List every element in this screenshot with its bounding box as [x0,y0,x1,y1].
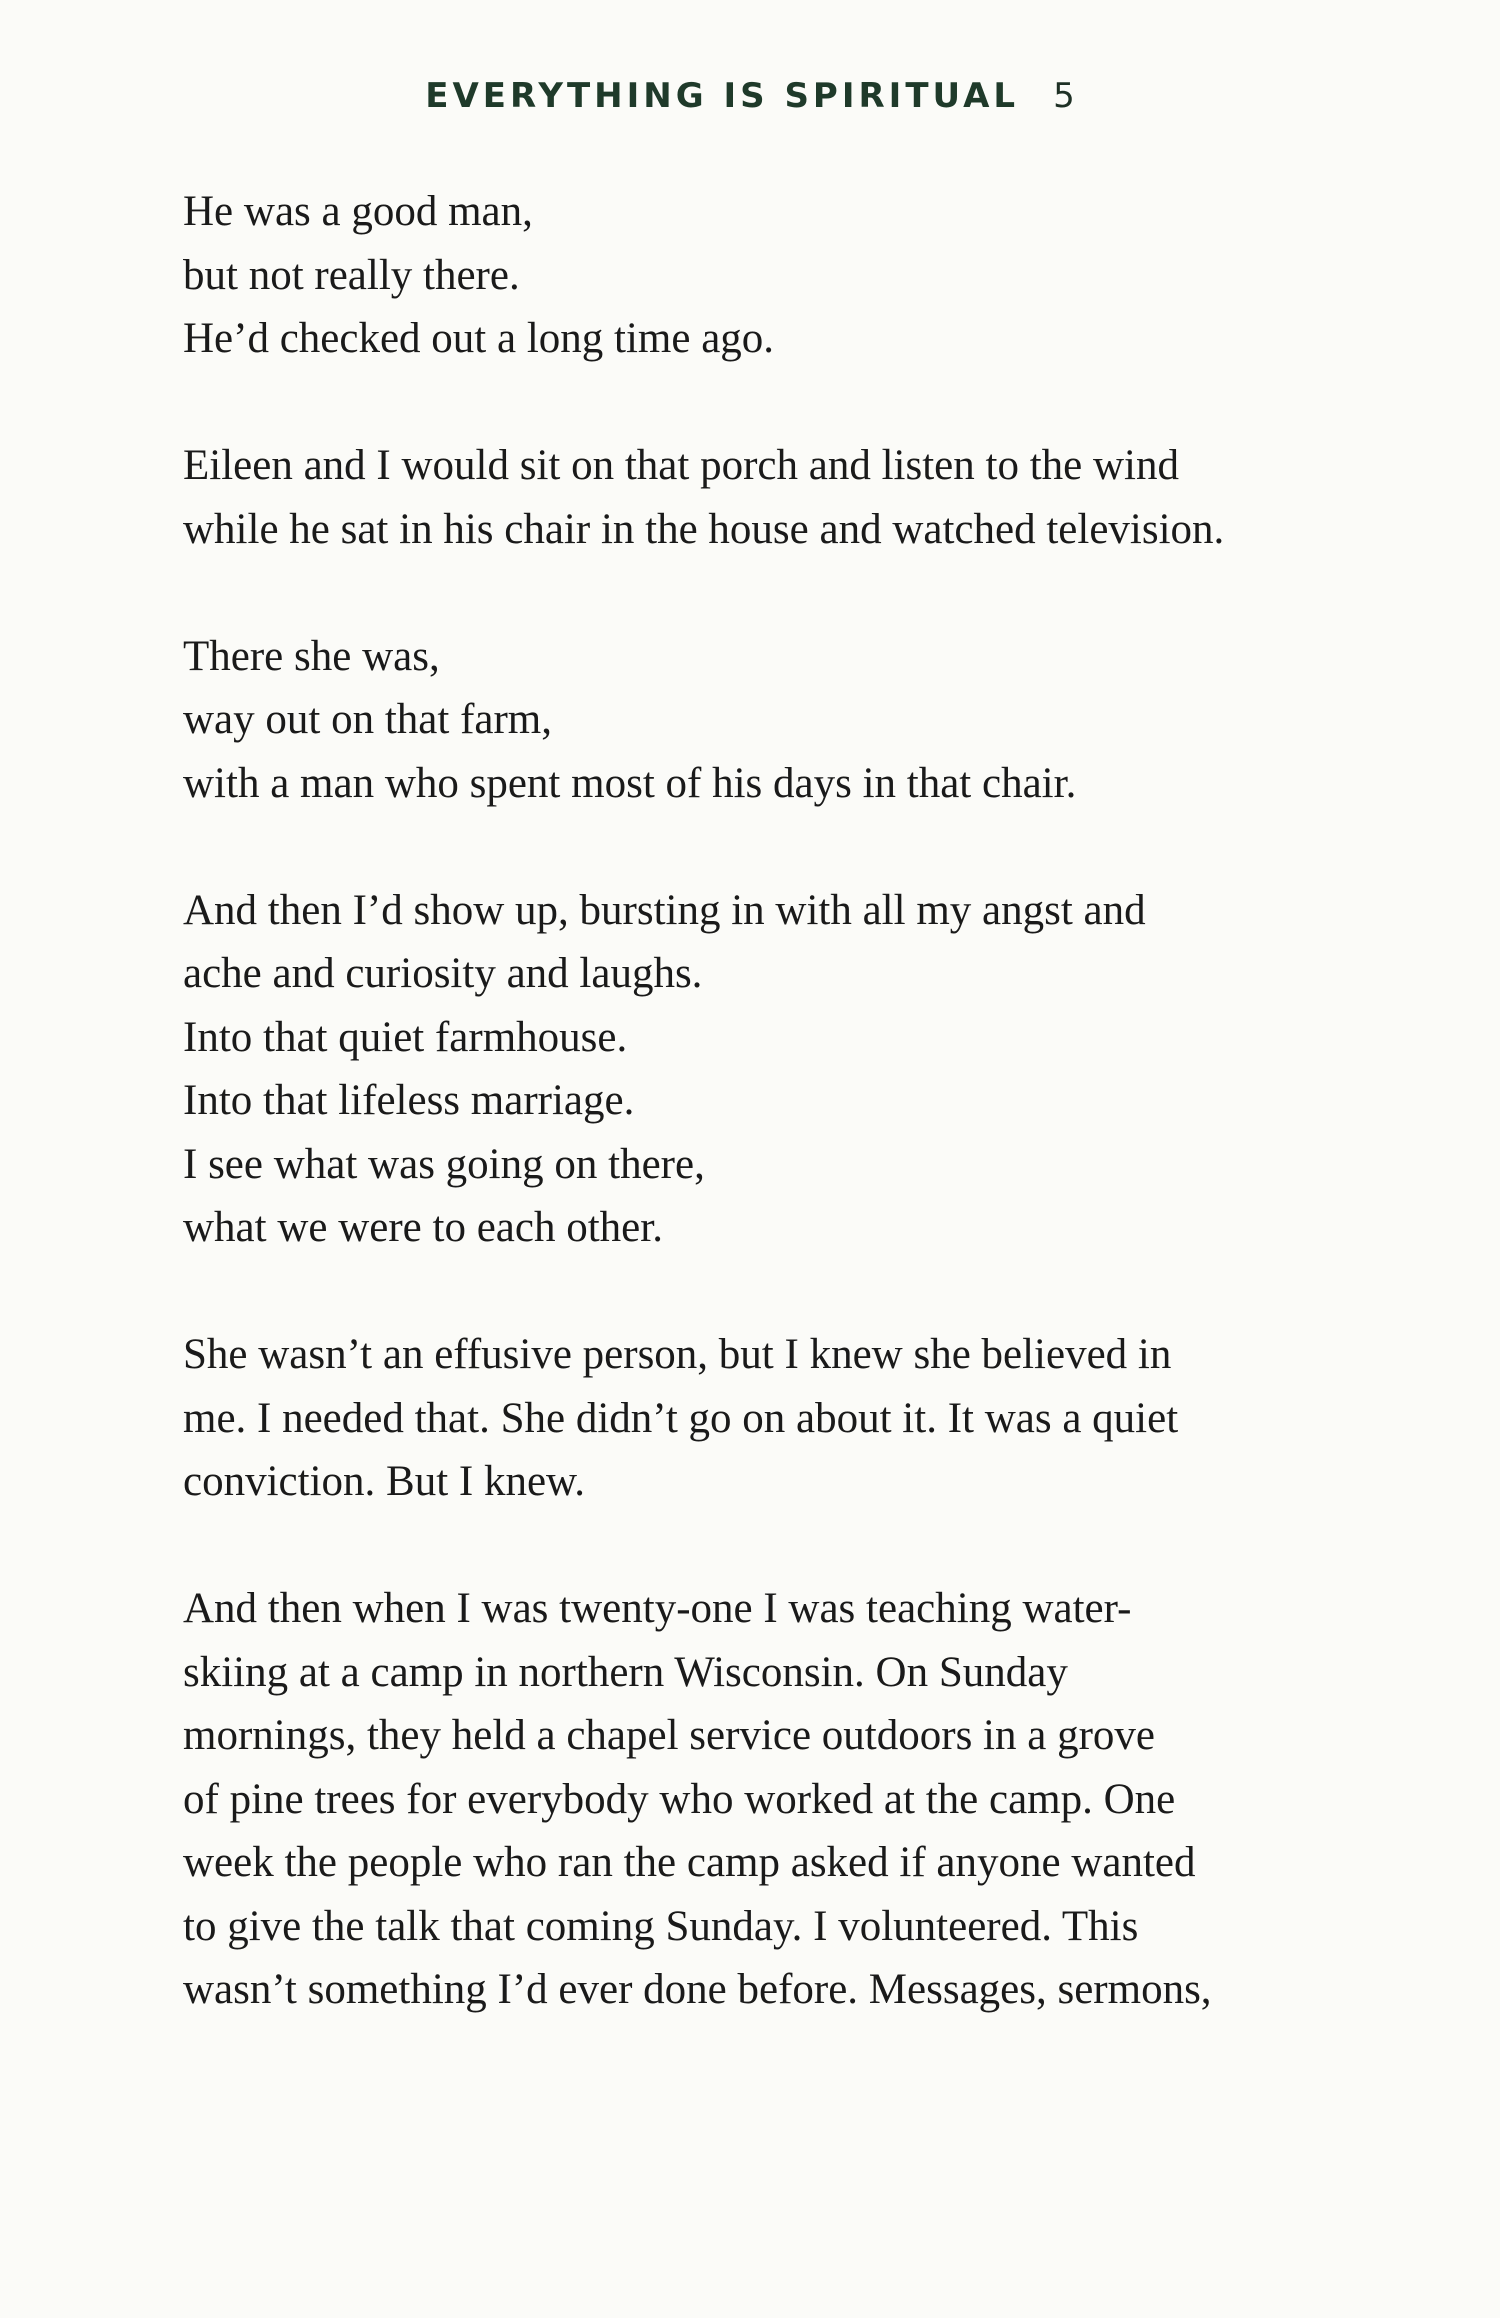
running-header-title: EVERYTHING IS SPIRITUAL [425,76,1020,116]
text-line: skiing at a camp in northern Wisconsin. On Sunday [183,1648,1068,1696]
text-line: He’d checked out a long time ago. [183,315,775,362]
page-number: 5 [1053,76,1075,116]
text-line: me. I needed that. She didn’t go on about it. It was a quiet [183,1394,1179,1442]
text-line: And then I’d show up, bursting in with all my angst and [183,886,1146,934]
paragraph [183,879,1363,1260]
body-text [183,180,1363,2085]
text-line: mornings, they held a chapel service outdoors in a grove [183,1712,1155,1759]
text-line: ache and curiosity and laughs. [183,950,703,997]
text-line: And then when I was twenty-one I was teaching water- [183,1585,1132,1632]
text-line: conviction. But I knew. [183,1458,586,1505]
text-line: I see what was going on there, [183,1140,705,1188]
text-line: wasn’t something I’d ever done before. Messages, sermons, [183,1966,1212,2013]
text-line: There she was, [183,632,440,680]
paragraph [183,180,1363,371]
text-line: week the people who ran the camp asked if anyone wanted [183,1839,1196,1886]
text-line: way out on that farm, [183,696,552,743]
text-line: He was a good man, [183,188,533,235]
text-line: what we were to each other. [183,1204,663,1251]
text-line: but not really there. [183,251,520,299]
paragraph [183,1577,1363,2022]
paragraph [183,1323,1363,1514]
text-line: Into that lifeless marriage. [183,1077,635,1124]
running-header [0,76,1500,116]
paragraph [183,434,1363,561]
paragraph [183,625,1363,816]
text-line: Eileen and I would sit on that porch and listen to the wind [183,442,1179,489]
text-line: with a man who spent most of his days in that chair. [183,759,1077,807]
text-line: of pine trees for everybody who worked at the camp. One [183,1775,1176,1823]
text-line: She wasn’t an effusive person, but I knew she believed in [183,1331,1172,1378]
text-line: Into that quiet farmhouse. [183,1013,628,1061]
text-line: to give the talk that coming Sunday. I volunteered. This [183,1902,1139,1950]
text-line: while he sat in his chair in the house and watched television. [183,505,1225,553]
